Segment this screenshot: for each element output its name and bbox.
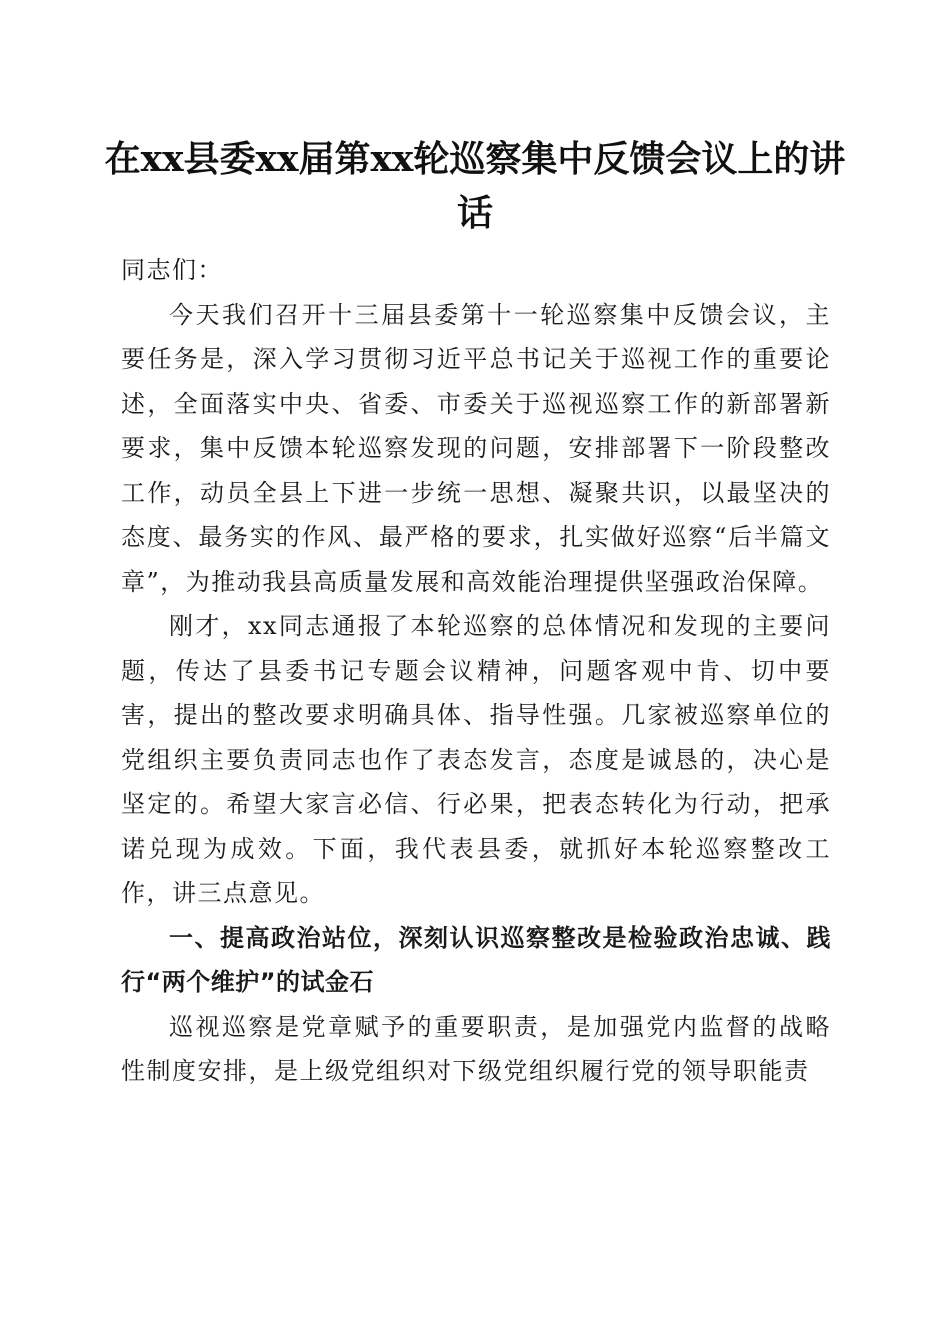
- paragraph-section-1: 巡视巡察是党章赋予的重要职责，是加强党内监督的战略性制度安排，是上级党组织对下级党组织履行党的领导职能责: [121, 1012, 831, 1085]
- paragraph-intro: 今天我们召开十三届县委第十一轮巡察集中反馈会议，主要任务是，深入学习贯彻习近平总书记关于巡视工作的重要论述，全面落实中央、省委、市委关于巡视巡察工作的新部署新要求，集中反馈本轮巡察发现的问题，安排部署下一阶段整改工作，动员全县上下进一步统一思想、凝聚共识，以最坚决的态度、最务实的作风、最严格的要求，扎实做好巡察“后半篇文章”，为推动我县高质量发展和高效能治理提供坚强政治保障。: [121, 300, 831, 596]
- paragraph-summary: 刚才，xx同志通报了本轮巡察的总体情况和发现的主要问题，传达了县委书记专题会议精神，问题客观中肯、切中要害，提出的整改要求明确具体、指导性强。几家被巡察单位的党组织主要负责同志也作了表态发言，态度是诚恳的，决心是坚定的。希望大家言必信、行必果，把表态转化为行动，把承诺兑现为成效。下面，我代表县委，就抓好本轮巡察整改工作，讲三点意见。: [121, 612, 831, 907]
- salutation: 同志们：: [121, 256, 223, 284]
- document-title: 在xx县委xx届第xx轮巡察集中反馈会议上的讲话: [104, 138, 846, 234]
- section-heading-1: 一、提高政治站位，深刻认识巡察整改是检验政治忠诚、践行“两个维护”的试金石: [121, 923, 831, 996]
- document-body: [121, 248, 831, 1094]
